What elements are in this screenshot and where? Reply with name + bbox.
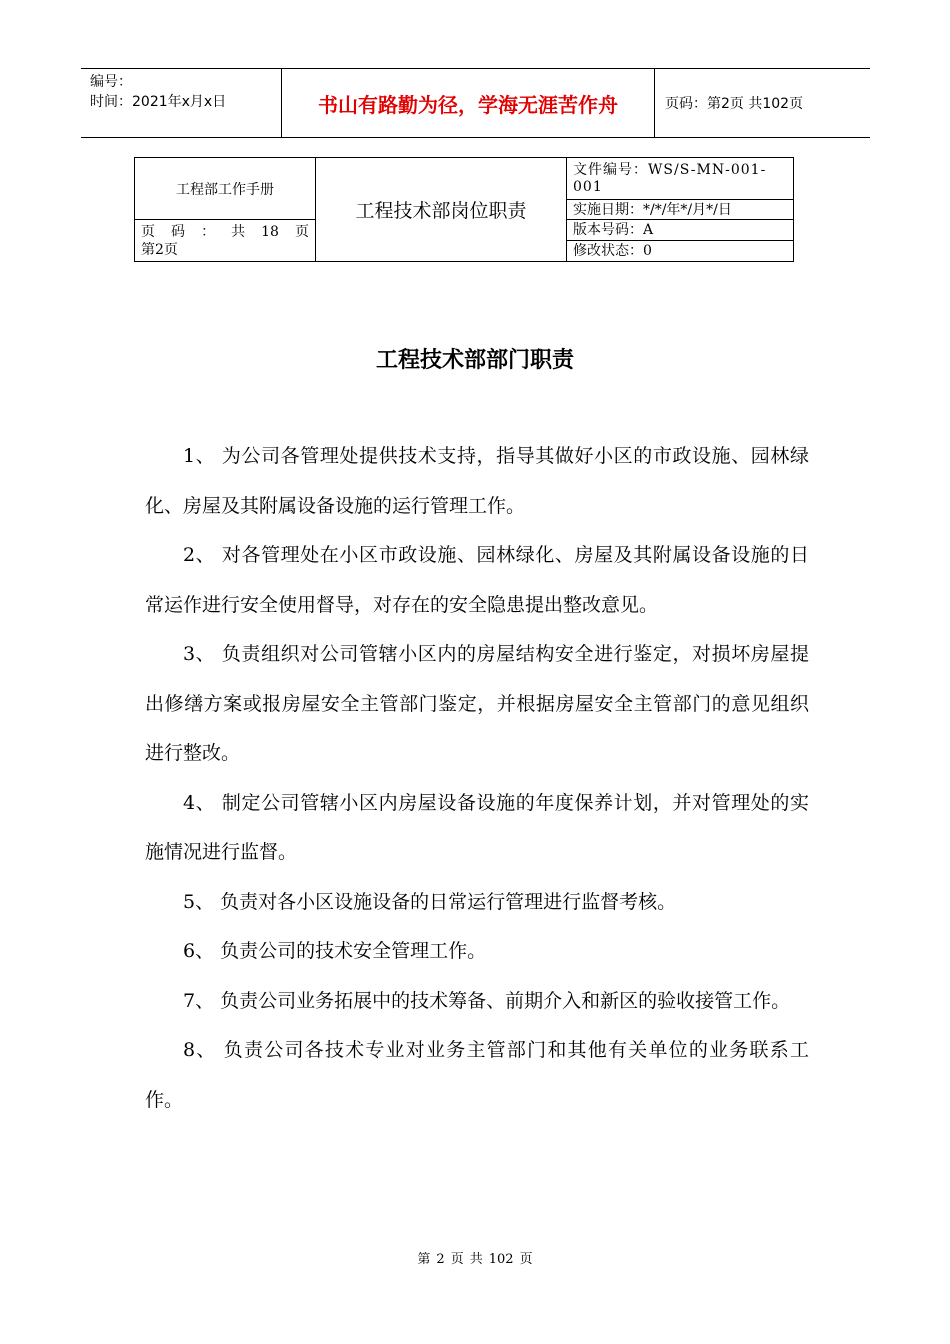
duty-item-2: 2、 对各管理处在小区市政设施、园林绿化、房屋及其附属设备设施的日常运作进行安全使用督导，对存在的安全隐患提出整改意见。	[145, 544, 809, 616]
footer-total-unit: 页	[519, 1252, 533, 1267]
effective-date: 实施日期：*/*/年*/月*/日	[567, 200, 794, 220]
duty-item-6: 6、 负责公司的技术安全管理工作。	[183, 940, 487, 962]
header-slogan-cell	[282, 69, 655, 137]
duties-list	[145, 432, 809, 1125]
page-count-cell	[135, 220, 316, 262]
page-count-line	[141, 223, 309, 241]
top-header	[81, 68, 870, 138]
number-label: 编号：	[90, 74, 132, 90]
page-title: 工程技术部部门职责	[375, 347, 574, 373]
duty-item-1: 1、 为公司各管理处提供技术支持，指导其做好小区的市政设施、园林绿化、房屋及其附属设备设施的运行管理工作。	[145, 445, 809, 517]
version-number: 版本号码：A	[567, 220, 794, 241]
total-pages: 18	[261, 223, 279, 240]
header-slogan: 书山有路勤为径，学海无涯苦作舟	[318, 92, 618, 117]
position-title: 工程技术部岗位职责	[316, 158, 567, 262]
colon-char: ：	[201, 223, 216, 240]
revision-status: 修改状态：0	[567, 241, 794, 262]
page-unit: 页	[294, 223, 309, 240]
total-char: 共	[231, 223, 246, 240]
code-char: 码	[171, 223, 186, 240]
duty-item-4: 4、 制定公司管辖小区内房屋设备设施的年度保养计划，并对管理处的实施情况进行监督。	[145, 791, 809, 863]
duty-item-3: 3、 负责组织对公司管辖小区内的房屋结构安全进行鉴定，对损坏房屋提出修缮方案或报房屋安全主管部门鉴定，并根据房屋安全主管部门的意见组织进行整改。	[145, 643, 809, 764]
page-footer	[0, 1248, 950, 1267]
footer-current-page: 2	[436, 1252, 445, 1267]
page-char: 页	[141, 223, 155, 240]
duty-item-5: 5、 负责对各小区设施设备的日常运行管理进行监督考核。	[183, 890, 677, 913]
footer-page-prefix: 第	[417, 1252, 431, 1267]
footer-total-pages: 102	[488, 1252, 514, 1267]
file-number: 文件编号：WS/S-MN-001-001	[567, 158, 794, 200]
footer-page-unit: 页	[450, 1252, 464, 1267]
duty-item-8: 8、 负责公司各技术专业对业务主管部门和其他有关单位的业务联系工作。	[145, 1039, 809, 1111]
manual-name: 工程部工作手册	[135, 158, 316, 220]
header-meta	[81, 69, 282, 137]
time-label: 时间：2021年x月x日	[90, 94, 227, 110]
header-page-info: 页码：第2页 共102页	[665, 96, 804, 112]
current-page: 第2页	[141, 241, 178, 258]
footer-total-prefix: 共	[469, 1252, 483, 1267]
doc-info-table	[134, 157, 794, 262]
duty-item-7: 7、 负责公司业务拓展中的技术筹备、前期介入和新区的验收接管工作。	[183, 989, 791, 1012]
